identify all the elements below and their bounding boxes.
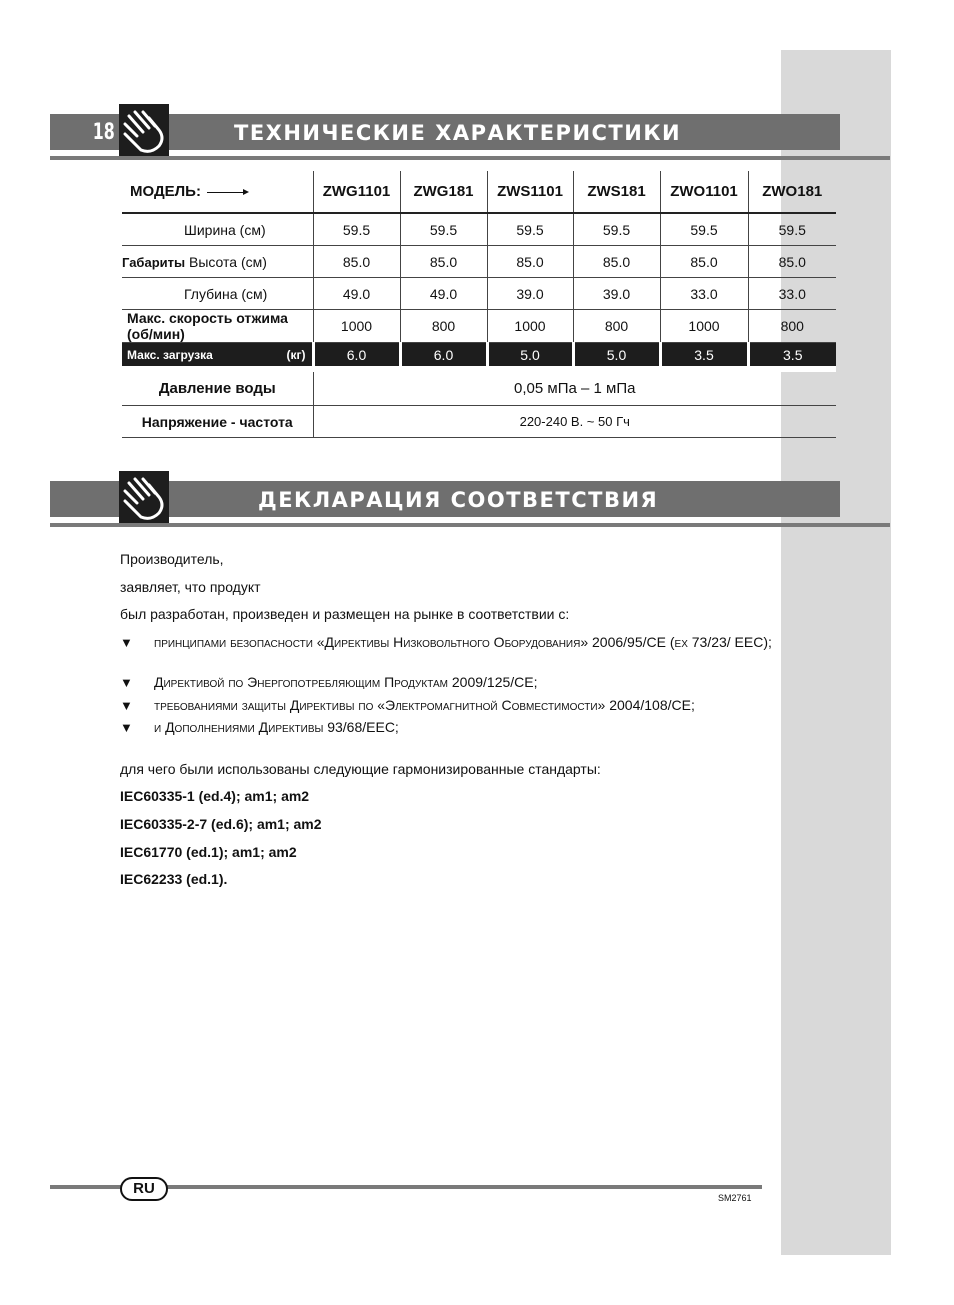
page-number: 18 (92, 120, 115, 145)
model-name: ZWS1101 (487, 171, 573, 213)
voltage-label: Напряжение - частота (122, 406, 313, 438)
table-row (122, 369, 836, 406)
standard-item: IEC60335-2-7 (ed.6); am1; am2 (120, 816, 322, 832)
arrow-right-icon (207, 192, 247, 193)
bullet-triangle-icon: ▼ (120, 635, 133, 650)
table-header-row (122, 171, 836, 213)
declaration-header (50, 471, 890, 531)
voltage-value: 220-240 В. ~ 50 Гч (313, 406, 836, 438)
row-label: Глубина (см) (122, 278, 313, 310)
language-badge: RU (120, 1177, 168, 1201)
cell-value: 85.0 (748, 246, 836, 278)
model-name: ZWO1101 (660, 171, 748, 213)
model-name: ZWG1101 (313, 171, 400, 213)
cell-value: 5.0 (487, 343, 573, 370)
model-header (122, 171, 313, 213)
pressure-value: 0,05 мПа – 1 мПа (313, 369, 836, 406)
cell-value: 800 (748, 310, 836, 343)
hand-icon (119, 471, 169, 523)
bullet-triangle-icon: ▼ (120, 698, 133, 713)
cell-value: 85.0 (313, 246, 400, 278)
cell-value: 59.5 (313, 213, 400, 246)
table-row-load (122, 343, 836, 370)
cell-value: 39.0 (487, 278, 573, 310)
spin-label: Макс. скорость отжима (об/мин) (122, 310, 313, 343)
cell-value: 3.5 (660, 343, 748, 370)
row-label: Ширина (см) (122, 213, 313, 246)
bullet-text: и Дополнениями Директивы 93/68/EEC; (154, 719, 399, 735)
cell-value: 85.0 (400, 246, 487, 278)
cell-value: 3.5 (748, 343, 836, 370)
document-code: SM2761 (718, 1193, 752, 1203)
section-title-tech: ТЕХНИЧЕСКИЕ ХАРАКТЕРИСТИКИ (234, 121, 682, 145)
cell-value: 59.5 (573, 213, 660, 246)
table-row (122, 278, 836, 310)
cell-value: 85.0 (573, 246, 660, 278)
cell-value: 1000 (660, 310, 748, 343)
pressure-label: Давление воды (122, 369, 313, 406)
cell-value: 49.0 (400, 278, 487, 310)
model-name: ZWG181 (400, 171, 487, 213)
cell-value: 1000 (313, 310, 400, 343)
declares-line: заявляет, что продукт (120, 579, 261, 595)
bullet-text: требованиями защиты Директивы по «Электромагнитной Совместимости» 2004/108/CE; (154, 697, 695, 713)
table-row (122, 246, 836, 278)
bullet-triangle-icon: ▼ (120, 675, 133, 690)
header-underline (50, 156, 890, 160)
cell-value: 5.0 (573, 343, 660, 370)
model-name: ZWS181 (573, 171, 660, 213)
table-row (122, 310, 836, 343)
load-label: Макс. загрузка (127, 347, 213, 362)
bullet-text: принципами безопасности «Директивы Низковольтного Оборудования» 2006/95/CE (ex 73/23/ EEC); (154, 634, 772, 650)
model-name: ZWO181 (748, 171, 836, 213)
cell-value: 49.0 (313, 278, 400, 310)
bullet-text: Директивой по Энергопотребляющим Продуктам 2009/125/CE; (154, 674, 538, 690)
table-row (122, 213, 836, 246)
row-label: Высота (см) (188, 253, 267, 270)
cell-value: 800 (573, 310, 660, 343)
hand-icon (119, 104, 169, 156)
bullet-triangle-icon: ▼ (120, 720, 133, 735)
table-row (122, 406, 836, 438)
cell-value: 1000 (487, 310, 573, 343)
manufacturer-line: Производитель, (120, 551, 224, 567)
load-label-cell (122, 343, 313, 370)
section-title-declaration: ДЕКЛАРАЦИЯ СООТВЕТСТВИЯ (258, 488, 659, 512)
cell-value: 59.5 (748, 213, 836, 246)
header-underline (50, 523, 890, 527)
compliance-line: был разработан, произведен и размещен на рынке в соответствии с: (120, 606, 570, 622)
cell-value: 33.0 (660, 278, 748, 310)
cell-value: 33.0 (748, 278, 836, 310)
dims-group-label: Габариты (122, 254, 186, 270)
cell-value: 59.5 (487, 213, 573, 246)
cell-value: 6.0 (400, 343, 487, 370)
tech-specs-header (50, 104, 890, 164)
standards-intro: для чего были использованы следующие гармонизированные стандарты: (120, 761, 601, 777)
cell-value: 39.0 (573, 278, 660, 310)
standard-item: IEC62233 (ed.1). (120, 871, 228, 887)
row-label-group (122, 246, 313, 278)
cell-value: 800 (400, 310, 487, 343)
model-label: МОДЕЛЬ: (130, 183, 201, 200)
standard-item: IEC60335-1 (ed.4); am1; am2 (120, 788, 310, 804)
cell-value: 85.0 (487, 246, 573, 278)
cell-value: 6.0 (313, 343, 400, 370)
spec-table (122, 171, 836, 438)
cell-value: 59.5 (400, 213, 487, 246)
cell-value: 59.5 (660, 213, 748, 246)
load-unit: (кг) (286, 347, 306, 362)
cell-value: 85.0 (660, 246, 748, 278)
standard-item: IEC61770 (ed.1); am1; am2 (120, 844, 297, 860)
